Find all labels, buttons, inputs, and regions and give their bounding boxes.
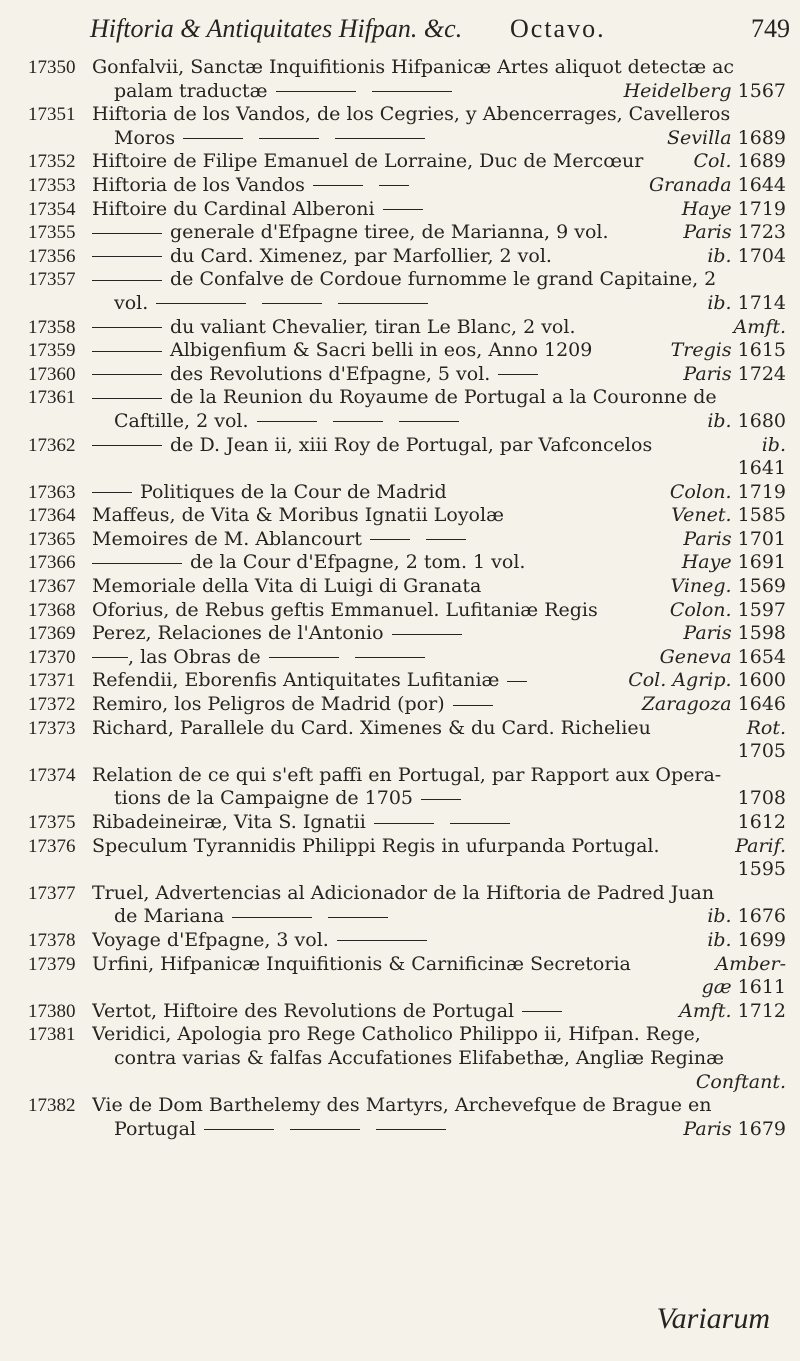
entry-place: Amft.: [733, 315, 786, 338]
entry-number: 17374: [28, 764, 76, 786]
entry-17381: [28, 1023, 786, 1094]
entry-17353: [28, 174, 786, 198]
entry-year: 1585: [737, 504, 786, 527]
entry-place: Rot.: [746, 716, 786, 739]
entry-number: 17368: [28, 599, 76, 621]
entry-17377: [28, 882, 786, 929]
entry-number: 17352: [28, 151, 76, 173]
entry-number: 17369: [28, 623, 76, 645]
entry-place: ib.: [707, 928, 732, 951]
entry-title: Hiftoire de Filipe Emanuel de Lorraine, Duc de Mercœur: [92, 150, 644, 173]
entry-title-cont: palam traductæ: [114, 79, 268, 102]
entry-title: Relation de ce qui s'eft paffi en Portugal, par Rapport aux Opera-: [92, 763, 722, 786]
entry-17350: [28, 56, 786, 103]
entry-title: des Revolutions d'Efpagne, 5 vol.: [170, 362, 491, 385]
entry-year: 1712: [737, 999, 786, 1022]
entry-place: Granada: [648, 173, 732, 196]
entry-number: 17365: [28, 528, 76, 550]
entry-number: 17382: [28, 1095, 76, 1117]
entry-17352: [28, 150, 786, 174]
entry-place: Paris: [683, 527, 732, 550]
entry-17378: [28, 929, 786, 953]
entry-number: 17366: [28, 552, 76, 574]
entry-17367: [28, 575, 786, 599]
entry-title: Veridici, Apologia pro Rege Catholico Philippo ii, Hifpan. Rege,: [92, 1023, 701, 1046]
entry-year: 1714: [737, 291, 786, 314]
entry-place: ib.: [707, 244, 732, 267]
entry-17359: [28, 339, 786, 363]
entry-year: 1615: [737, 339, 786, 362]
entry-year: 1612: [737, 811, 786, 833]
entry-title-cont: vol.: [114, 291, 149, 314]
entry-year: 1600: [737, 669, 786, 692]
entry-year: 1719: [737, 480, 786, 503]
entry-title: Richard, Parallele du Card. Ximenes & du Card. Richelieu: [92, 716, 651, 739]
catalogue-entries: [28, 56, 786, 1141]
entry-year: 1567: [737, 79, 786, 102]
entry-place: Colon.: [669, 598, 732, 621]
entry-number: 17356: [28, 245, 76, 267]
entry-title: de D. Jean ii, xiii Roy de Portugal, par Vafconcelos: [170, 433, 653, 456]
entry-17361: [28, 386, 786, 433]
entry-number: 17376: [28, 835, 76, 857]
entry-year: 1654: [737, 645, 786, 668]
entry-17375: [28, 811, 786, 835]
entry-number: 17370: [28, 646, 76, 668]
entry-place: ib.: [707, 409, 732, 432]
entry-place: Amber-: [715, 952, 786, 975]
entry-place: Haye: [681, 197, 732, 220]
entry-title: Remiro, los Peligros de Madrid (por): [92, 693, 445, 716]
entry-number: 17363: [28, 481, 76, 503]
entry-place: Geneva: [659, 645, 732, 668]
entry-year: 1597: [737, 598, 786, 621]
entry-title: Albigenfium & Sacri belli in eos, Anno 1209: [170, 339, 593, 362]
entry-place: Col.: [693, 150, 732, 173]
entry-year: 1676: [737, 905, 786, 928]
entry-17373: [28, 717, 786, 764]
entry-number: 17380: [28, 1000, 76, 1022]
entry-17365: [28, 528, 786, 552]
entry-number: 17359: [28, 340, 76, 362]
entry-place: ib.: [761, 433, 786, 456]
entry-year: 1705: [737, 740, 786, 763]
entry-17369: [28, 622, 786, 646]
entry-year: 1679: [737, 1117, 786, 1140]
entry-title: Memoires de M. Ablancourt: [92, 527, 362, 550]
entry-number: 17358: [28, 316, 76, 338]
entry-year: 1595: [737, 858, 786, 881]
entry-17362: [28, 434, 786, 481]
entry-17379: [28, 953, 786, 1000]
entry-17366: [28, 551, 786, 575]
entry-number: 17378: [28, 929, 76, 951]
entry-place: Paris: [683, 1117, 732, 1140]
entry-place: Vineg.: [670, 575, 732, 598]
entry-year: 1723: [737, 221, 786, 244]
entry-place: Colon.: [669, 480, 732, 503]
entry-year: 1704: [737, 244, 786, 267]
entry-title: du Card. Ximenez, par Marfollier, 2 vol.: [170, 244, 552, 267]
entry-place: Amft.: [679, 999, 732, 1022]
entry-17364: [28, 504, 786, 528]
entry-title: Urfini, Hifpanicæ Inquifitionis & Carnificinæ Secretoria: [92, 952, 631, 975]
entry-title: Truel, Advertencias al Adicionador de la Hiftoria de Padred Juan: [92, 881, 715, 904]
entry-17380: [28, 1000, 786, 1024]
entry-year: 1598: [737, 622, 786, 645]
entry-title: Hiftoria de los Vandos: [92, 173, 305, 196]
format-heading: Octavo.: [510, 14, 606, 43]
entry-year: 1644: [737, 173, 786, 196]
entry-place: Zaragoza: [641, 693, 732, 716]
entry-place: Col. Agrip.: [628, 669, 732, 692]
page-header: [90, 14, 790, 48]
entry-title: de la Reunion du Royaume de Portugal a la Couronne de: [170, 386, 717, 409]
entry-year: 1719: [737, 197, 786, 220]
entry-number: 17375: [28, 812, 76, 833]
entry-17382: [28, 1094, 786, 1141]
entry-17368: [28, 599, 786, 623]
entry-number: 17360: [28, 363, 76, 385]
catchword: Variarum: [656, 1302, 770, 1335]
entry-title: , las Obras de: [128, 645, 261, 668]
entry-number: 17351: [28, 104, 76, 126]
entry-year: 1569: [737, 575, 786, 598]
entry-place: Haye: [681, 551, 732, 574]
entry-place: Heidelberg: [623, 79, 732, 102]
entry-title-cont: Moros: [114, 126, 176, 149]
entry-title: du valiant Chevalier, tiran Le Blanc, 2 vol.: [170, 315, 576, 338]
entry-title-cont: Caftille, 2 vol.: [114, 409, 249, 432]
entry-year: 1708: [737, 787, 786, 810]
running-title: Hiftoria & Antiquitates Hifpan. &c.: [90, 14, 463, 43]
entry-title: Politiques de la Cour de Madrid: [140, 480, 447, 503]
entry-title-cont: Portugal: [114, 1117, 196, 1140]
entry-number: 17354: [28, 198, 76, 220]
entry-year: 1680: [737, 409, 786, 432]
entry-place: Tregis: [670, 339, 732, 362]
entry-year: 1689: [737, 150, 786, 173]
entry-year: 1641: [737, 457, 786, 480]
entry-number: 17353: [28, 174, 76, 196]
page-number: 749: [751, 14, 790, 43]
entry-place: Venet.: [671, 504, 732, 527]
entry-title-cont: contra varias & falfas Accufationes Elifabethæ, Angliæ Reginæ: [114, 1046, 724, 1069]
entry-number: 17361: [28, 387, 76, 409]
entry-year: 1611: [737, 976, 786, 999]
entry-17355: [28, 221, 786, 245]
entry-17357: [28, 268, 786, 315]
entry-title: Gonfalvii, Sanctæ Inquifitionis Hifpanicæ Artes aliquot detectæ ac: [92, 56, 735, 78]
entry-title: Oforius, de Rebus geftis Emmanuel. Lufitaniæ Regis: [92, 598, 598, 621]
entry-title: Refendii, Eborenfis Antiquitates Lufitaniæ: [92, 669, 500, 692]
entry-number: 17379: [28, 953, 76, 975]
entry-17376: [28, 835, 786, 882]
entry-number: 17357: [28, 269, 76, 291]
entry-17351: [28, 103, 786, 150]
entry-place: ib.: [707, 291, 732, 314]
entry-title: Hiftoria de los Vandos, de los Cegries, y Abencerrages, Cavelleros: [92, 103, 731, 126]
entry-year: 1699: [737, 928, 786, 951]
entry-year: 1646: [737, 693, 786, 716]
entry-17354: [28, 198, 786, 222]
entry-number: 17372: [28, 694, 76, 716]
entry-title: Perez, Relaciones de l'Antonio: [92, 622, 384, 645]
entry-place: Paris: [683, 221, 732, 244]
entry-year: 1689: [737, 126, 786, 149]
entry-number: 17364: [28, 505, 76, 527]
entry-title: Vertot, Hiftoire des Revolutions de Portugal: [92, 999, 515, 1022]
entry-year: 1691: [737, 551, 786, 574]
entry-number: 17362: [28, 434, 76, 456]
entry-place: Conftant.: [695, 1070, 786, 1093]
entry-title-cont: tions de la Campaigne de 1705: [114, 787, 413, 810]
entry-title: Ribadeineiræ, Vita S. Ignatii: [92, 811, 366, 833]
entry-title: Hiftoire du Cardinal Alberoni: [92, 197, 375, 220]
entry-title: generale d'Efpagne tiree, de Marianna, 9 vol.: [170, 221, 609, 244]
entry-place: Sevilla: [667, 126, 732, 149]
entry-title: Memoriale della Vita di Luigi di Granata: [92, 575, 482, 598]
entry-place: Paris: [683, 622, 732, 645]
entry-17363: [28, 481, 786, 505]
entry-title: Maffeus, de Vita & Moribus Ignatii Loyolæ: [92, 504, 504, 527]
entry-title: de Confalve de Cordoue furnomme le grand Capitaine, 2: [170, 268, 717, 291]
entry-17372: [28, 693, 786, 717]
entry-place: Parif.: [735, 834, 786, 857]
entry-title: Speculum Tyrannidis Philippi Regis in ufurpanda Portugal.: [92, 834, 660, 857]
entry-title-cont: de Mariana: [114, 905, 225, 928]
entry-number: 17350: [28, 57, 76, 78]
entry-number: 17373: [28, 717, 76, 739]
entry-place: Paris: [683, 362, 732, 385]
entry-year: 1701: [737, 527, 786, 550]
entry-number: 17367: [28, 576, 76, 598]
entry-17360: [28, 363, 786, 387]
entry-number: 17371: [28, 670, 76, 692]
entry-17371: [28, 669, 786, 693]
entry-number: 17355: [28, 222, 76, 244]
entry-number: 17381: [28, 1024, 76, 1046]
entry-number: 17377: [28, 882, 76, 904]
entry-17356: [28, 245, 786, 269]
entry-year: 1724: [737, 362, 786, 385]
entry-place-cont: gæ: [701, 976, 732, 999]
entry-title: de la Cour d'Efpagne, 2 tom. 1 vol.: [190, 551, 526, 574]
entry-17374: [28, 764, 786, 811]
entry-17358: [28, 316, 786, 340]
entry-title: Vie de Dom Barthelemy des Martyrs, Archevefque de Brague en: [92, 1094, 712, 1117]
entry-title: Voyage d'Efpagne, 3 vol.: [92, 928, 329, 951]
entry-place: ib.: [707, 905, 732, 928]
entry-17370: [28, 646, 786, 670]
